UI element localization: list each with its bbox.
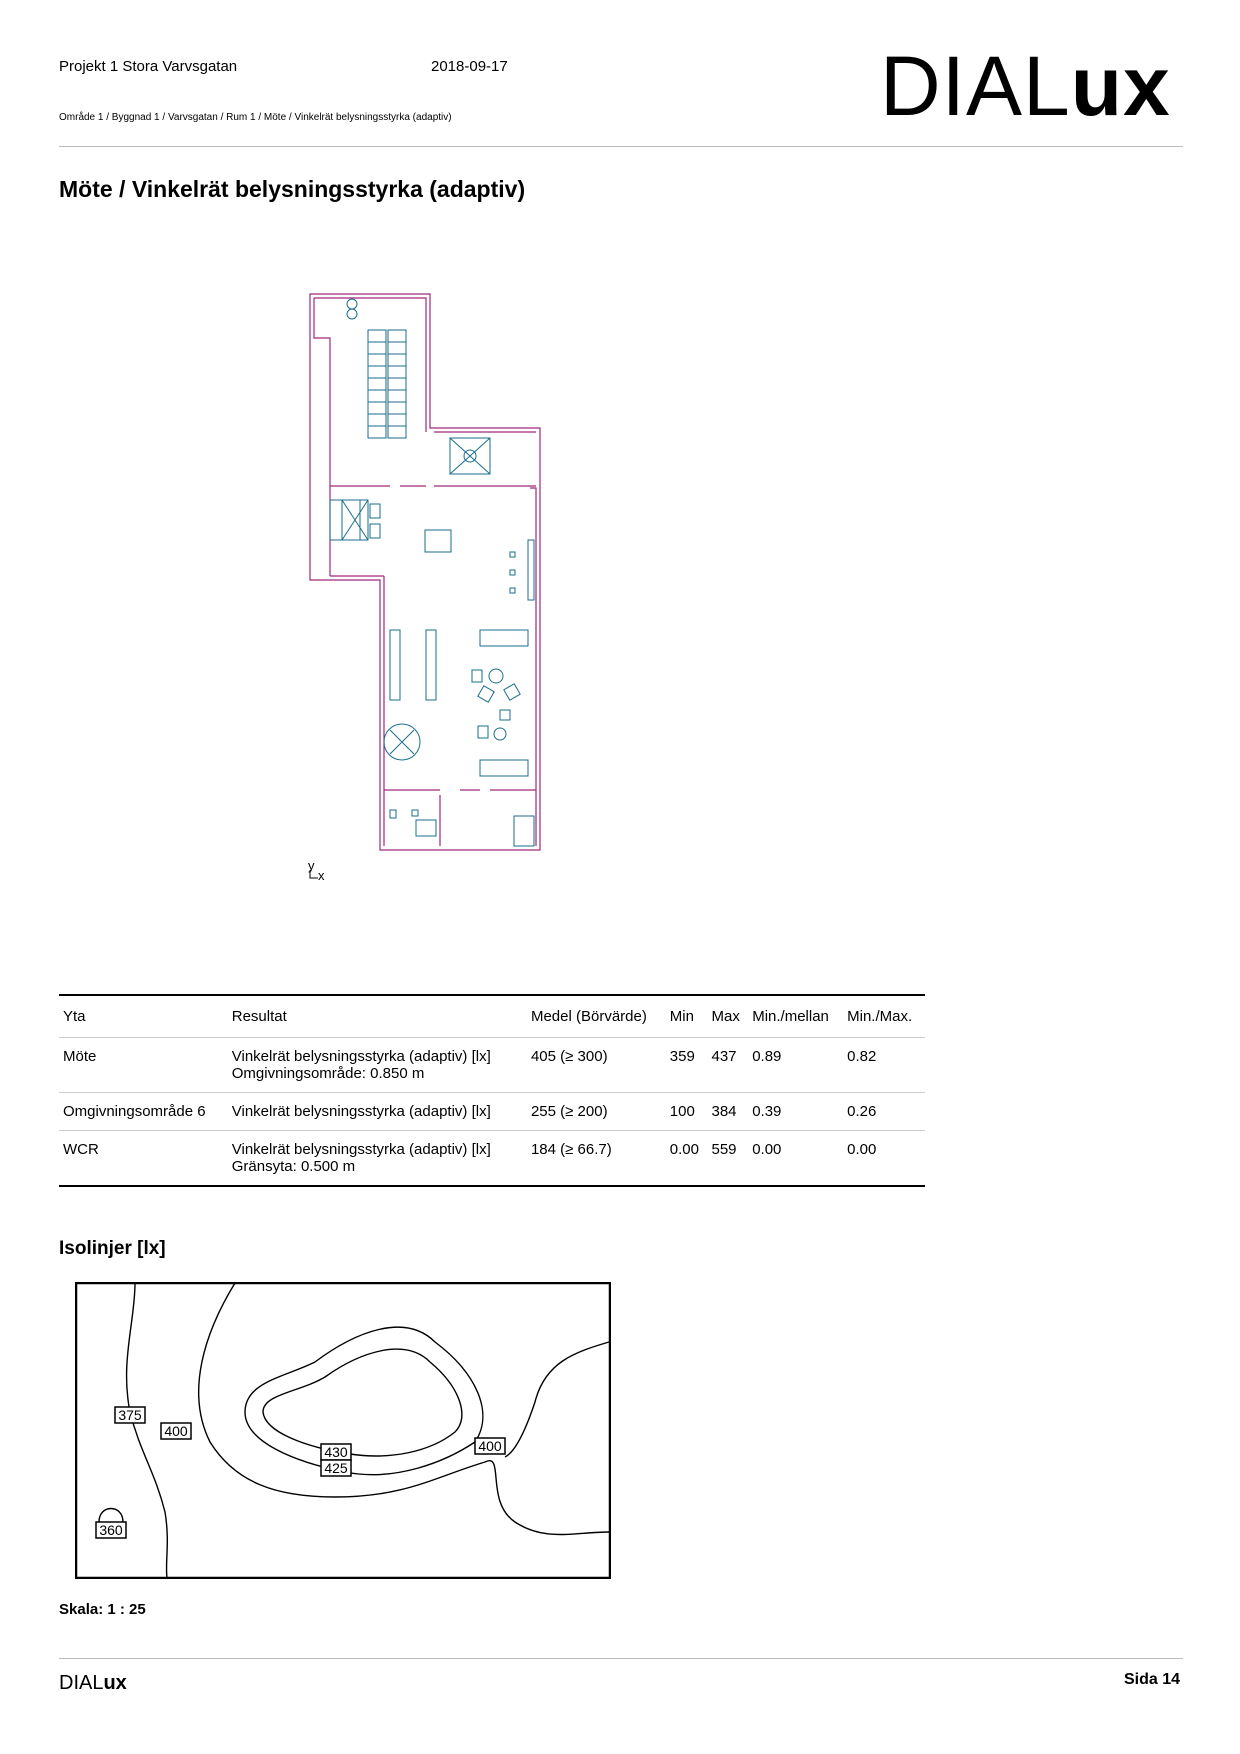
- plan-furniture: [330, 299, 534, 846]
- scale-label: Skala: 1 : 25: [59, 1601, 146, 1618]
- cell-min: 359: [666, 1038, 708, 1093]
- isolines-title: Isolinjer [lx]: [59, 1238, 166, 1259]
- table-header-row: [59, 995, 925, 1038]
- isoline-label: 360: [99, 1522, 123, 1538]
- report-date: 2018-09-17: [431, 58, 508, 75]
- table-row: [59, 1038, 925, 1093]
- cell-min-max: 0.26: [843, 1093, 925, 1131]
- footer-logo-light-text: DIAL: [59, 1672, 104, 1694]
- conference-table-left: [368, 330, 386, 438]
- cell-max: 437: [707, 1038, 748, 1093]
- isoline-plot: [75, 1282, 611, 1579]
- breadcrumb: Område 1 / Byggnad 1 / Varvsgatan / Rum 1 / Möte / Vinkelrät belysningsstyrka (adaptiv): [59, 112, 452, 123]
- table-row: [59, 1093, 925, 1131]
- col-min-max: Min./Max.: [843, 995, 925, 1038]
- cell-min-mellan: 0.00: [748, 1131, 843, 1187]
- cell-medel: 255 (≥ 200): [527, 1093, 666, 1131]
- cell-min-mellan: 0.39: [748, 1093, 843, 1131]
- cell-resultat: [228, 1038, 527, 1093]
- cell-min-max: 0.82: [843, 1038, 925, 1093]
- cell-min: 100: [666, 1093, 708, 1131]
- cell-max: 384: [707, 1093, 748, 1131]
- cell-min-max: 0.00: [843, 1131, 925, 1187]
- cell-min: 0.00: [666, 1131, 708, 1187]
- col-medel: Medel (Börvärde): [527, 995, 666, 1038]
- floor-plan: [300, 290, 570, 880]
- logo-bold-text: ux: [1070, 39, 1171, 133]
- cell-medel: 184 (≥ 66.7): [527, 1131, 666, 1187]
- isoline-label: 375: [118, 1407, 142, 1423]
- logo-light-text: DIAL: [880, 39, 1071, 133]
- resultat-sub: Omgivningsområde: 0.850 m: [231, 1065, 425, 1082]
- isoline-frame: [76, 1283, 610, 1578]
- col-min: Min: [666, 995, 708, 1038]
- table-row: [59, 1131, 925, 1187]
- isoline-label: 400: [164, 1423, 188, 1439]
- cell-resultat: Vinkelrät belysningsstyrka (adaptiv) [lx]: [228, 1093, 527, 1131]
- axis-label-y: y: [308, 858, 315, 873]
- cell-yta: Möte: [59, 1038, 228, 1093]
- header-divider: [59, 146, 1183, 147]
- col-yta: Yta: [59, 995, 228, 1038]
- results-table: [59, 994, 925, 1187]
- cell-yta: Omgivningsområde 6: [59, 1093, 228, 1131]
- project-name: Projekt 1 Stora Varvsgatan: [59, 58, 238, 75]
- dialux-logo: [880, 39, 1171, 133]
- plan-walls: [310, 294, 540, 850]
- isoline-label: 400: [478, 1438, 502, 1454]
- resultat-text: Vinkelrät belysningsstyrka (adaptiv) [lx]: [231, 1048, 491, 1065]
- footer-divider: [59, 1658, 1183, 1659]
- conference-table-right: [388, 330, 406, 438]
- footer-logo-bold-text: ux: [103, 1672, 127, 1694]
- resultat-sub: Gränsyta: 0.500 m: [231, 1158, 356, 1175]
- cell-max: 559: [707, 1131, 748, 1187]
- cell-min-mellan: 0.89: [748, 1038, 843, 1093]
- isoline-label: 430: [324, 1444, 348, 1460]
- footer-dialux-logo: [59, 1672, 127, 1695]
- resultat-text: Vinkelrät belysningsstyrka (adaptiv) [lx]: [231, 1141, 491, 1158]
- axis-label-x: x: [318, 868, 325, 880]
- col-max: Max: [707, 995, 748, 1038]
- cell-medel: 405 (≥ 300): [527, 1038, 666, 1093]
- isoline-label: 425: [324, 1460, 348, 1476]
- col-min-mellan: Min./mellan: [748, 995, 843, 1038]
- page-title: Möte / Vinkelrät belysningsstyrka (adaptiv): [59, 176, 526, 202]
- page-number: Sida 14: [1124, 1671, 1181, 1688]
- col-resultat: Resultat: [228, 995, 527, 1038]
- cell-resultat: [228, 1131, 527, 1187]
- cell-yta: WCR: [59, 1131, 228, 1187]
